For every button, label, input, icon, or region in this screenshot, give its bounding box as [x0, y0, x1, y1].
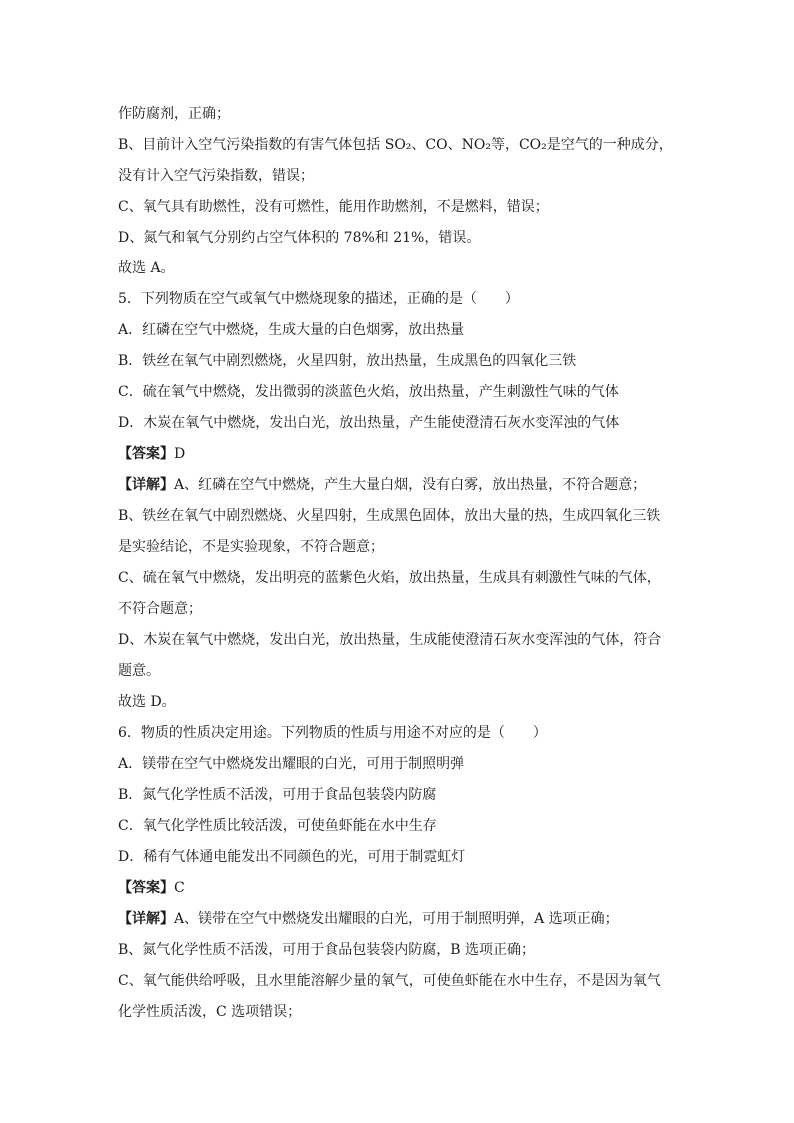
answer-label: 【答案】: [118, 880, 174, 896]
text-line: B、氮气化学性质不活泼，可用于食品包装袋内防腐，B 选项正确；: [118, 942, 536, 958]
text-line: D、木炭在氧气中燃烧，发出白光，放出热量，生成能使澄清石灰水变浑浊的气体，符合: [118, 632, 662, 648]
option-line: D．木炭在氧气中燃烧，发出白光，放出热量，产生能使澄清石灰水变浑浊的气体: [118, 415, 620, 431]
question-stem: 5．下列物质在空气或氧气中燃烧现象的描述，正确的是（ ）: [118, 291, 519, 307]
text-line: 题意。: [118, 663, 160, 679]
explanation-label: 【详解】: [118, 911, 174, 927]
text-line: 化学性质活泼，C 选项错误；: [118, 1004, 302, 1020]
text-line: C、氧气具有助燃性，没有可燃性，能用作助燃剂，不是燃料，错误；: [118, 199, 549, 215]
text-line: 故选 A。: [118, 260, 175, 276]
text-line: B、铁丝在氧气中剧烈燃烧、火星四射，生成黑色固体，放出大量的热，生成四氧化三铁: [118, 508, 661, 524]
text-line: 作防腐剂，正确；: [118, 106, 230, 122]
explanation-label: 【详解】: [118, 477, 174, 493]
text-line: 不符合题意；: [118, 601, 202, 617]
explanation-line: 【详解】A、红磷在空气中燃烧，产生大量白烟，没有白雾，放出热量，不符合题意；: [118, 477, 647, 493]
answer-label: 【答案】: [118, 446, 174, 462]
option-line: B．铁丝在氧气中剧烈燃烧，火星四射，放出热量，生成黑色的四氧化三铁: [118, 353, 577, 369]
option-line: A．镁带在空气中燃烧发出耀眼的白光，可用于制照明弹: [118, 756, 465, 772]
option-line: D．稀有气体通电能发出不同颜色的光，可用于制霓虹灯: [118, 849, 466, 865]
option-line: B．氮气化学性质不活泼，可用于食品包装袋内防腐: [118, 787, 437, 803]
text-line: D、氮气和氧气分别约占空气体积的 78%和 21%，错误。: [118, 230, 481, 246]
text-line: C、硫在氧气中燃烧，发出明亮的蓝紫色火焰，放出热量，生成具有刺激性气味的气体，: [118, 570, 661, 586]
explanation-line: 【详解】A、镁带在空气中燃烧发出耀眼的白光，可用于制照明弹，A 选项正确；: [118, 911, 619, 927]
text-line: 是实验结论，不是实验现象，不符合题意；: [118, 539, 384, 555]
text-line: C、氧气能供给呼吸，且水里能溶解少量的氧气，可使鱼虾能在水中生存，不是因为氧气: [118, 973, 661, 989]
option-line: A．红磷在空气中燃烧，生成大量的白色烟雾，放出热量: [118, 322, 465, 338]
answer-line: 【答案】C: [118, 880, 185, 896]
option-line: C．氧气化学性质比较活泼，可使鱼虾能在水中生存: [118, 818, 437, 834]
answer-line: 【答案】D: [118, 446, 186, 462]
option-line: C．硫在氧气中燃烧，发出微弱的淡蓝色火焰，放出热量，产生刺激性气味的气体: [118, 384, 619, 400]
text-line: 没有计入空气污染指数，错误；: [118, 168, 314, 184]
question-stem: 6．物质的性质决定用途。下列物质的性质与用途不对应的是（ ）: [118, 725, 547, 741]
text-line: 故选 D。: [118, 694, 176, 710]
text-line: B、目前计入空气污染指数的有害气体包括 SO₂、CO、NO₂等，CO₂是空气的一种成分，: [118, 137, 673, 153]
